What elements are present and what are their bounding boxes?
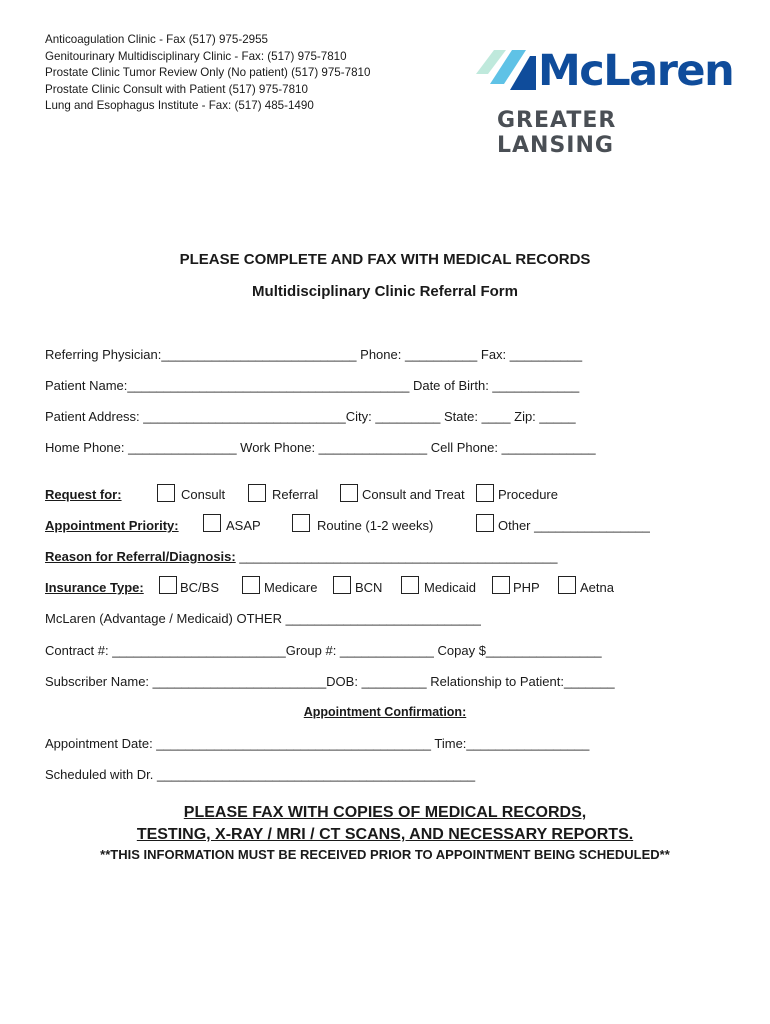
appointment-date-field[interactable]: Appointment Date: ______________________________________ Time:_________________ <box>45 736 590 751</box>
contact-line: Lung and Esophagus Institute - Fax: (517) 485-1490 <box>45 99 314 112</box>
scheduled-with-field[interactable]: Scheduled with Dr. ____________________________________________ <box>45 767 476 782</box>
insurance-label: Insurance Type: <box>45 580 144 595</box>
referral-label: Referral <box>272 487 319 502</box>
medicaid-checkbox[interactable] <box>401 576 419 594</box>
contact-line: Prostate Clinic Tumor Review Only (No patient) (517) 975-7810 <box>45 66 371 79</box>
logo-subtitle: GREATER LANSING <box>497 108 617 158</box>
referring-physician-field[interactable]: Referring Physician:___________________________ Phone: __________ Fax: __________ <box>45 347 583 362</box>
consult-checkbox[interactable] <box>157 484 175 502</box>
page-instruction: PLEASE COMPLETE AND FAX WITH MEDICAL RECORDS <box>179 251 591 268</box>
patient-address-field[interactable]: Patient Address: ____________________________City: _________ State: ____ Zip: _____ <box>45 409 576 424</box>
medicare-checkbox[interactable] <box>242 576 260 594</box>
other-label[interactable]: Other ________________ <box>498 518 650 533</box>
consult-treat-checkbox[interactable] <box>340 484 358 502</box>
procedure-checkbox[interactable] <box>476 484 494 502</box>
referral-checkbox[interactable] <box>248 484 266 502</box>
footer-line-1: PLEASE FAX WITH COPIES OF MEDICAL RECORDS, <box>183 804 587 821</box>
php-checkbox[interactable] <box>492 576 510 594</box>
bcn-label: BCN <box>355 580 383 595</box>
form-title: Multidisciplinary Clinic Referral Form <box>252 283 518 300</box>
patient-name-field[interactable]: Patient Name:_______________________________________ Date of Birth: ____________ <box>45 378 580 393</box>
mclaren-swoosh-icon <box>472 44 538 94</box>
procedure-label: Procedure <box>498 487 558 502</box>
reason-row[interactable] <box>45 549 557 564</box>
mclaren-other-field[interactable]: McLaren (Advantage / Medicaid) OTHER ___________________________ <box>45 611 481 626</box>
asap-label: ASAP <box>226 518 261 533</box>
reason-line[interactable]: ____________________________________________ <box>235 549 558 564</box>
clinic-fax-list <box>45 32 370 115</box>
routine-checkbox[interactable] <box>292 514 310 532</box>
consult-label: Consult <box>181 487 226 502</box>
consult-treat-label: Consult and Treat <box>362 487 465 502</box>
routine-label: Routine (1-2 weeks) <box>317 518 434 533</box>
request-for-label: Request for: <box>45 487 122 502</box>
phone-fields[interactable]: Home Phone: _______________ Work Phone: _______________ Cell Phone: _____________ <box>45 440 596 455</box>
asap-checkbox[interactable] <box>203 514 221 532</box>
footer-line-2: TESTING, X-RAY / MRI / CT SCANS, AND NECESSARY REPORTS. <box>136 826 634 843</box>
priority-label: Appointment Priority: <box>45 518 179 533</box>
mclaren-logo <box>472 42 734 158</box>
php-label: PHP <box>513 580 540 595</box>
reason-label: Reason for Referral/Diagnosis: <box>45 549 236 564</box>
aetna-label: Aetna <box>580 580 614 595</box>
contact-line: Prostate Clinic Consult with Patient (517) 975-7810 <box>45 82 308 96</box>
other-checkbox[interactable] <box>476 514 494 532</box>
footer-notice: **THIS INFORMATION MUST BE RECEIVED PRIOR TO APPOINTMENT BEING SCHEDULED** <box>100 847 670 862</box>
contract-group-copay-field[interactable]: Contract #: ________________________Group #: _____________ Copay $________________ <box>45 643 602 658</box>
contact-line: Anticoagulation Clinic - Fax (517) 975-2955 <box>45 33 268 46</box>
medicare-label: Medicare <box>264 580 318 595</box>
appointment-confirmation-heading: Appointment Confirmation: <box>303 705 467 719</box>
logo-wordmark: McLaren <box>538 46 734 96</box>
aetna-checkbox[interactable] <box>558 576 576 594</box>
medicaid-label: Medicaid <box>424 580 477 595</box>
bcbs-label: BC/BS <box>180 580 220 595</box>
bcn-checkbox[interactable] <box>333 576 351 594</box>
contact-line: Genitourinary Multidisciplinary Clinic - Fax: (517) 975-7810 <box>45 49 347 63</box>
subscriber-field[interactable]: Subscriber Name: ________________________DOB: _________ Relationship to Patient:_______ <box>45 674 615 689</box>
bcbs-checkbox[interactable] <box>159 576 177 594</box>
